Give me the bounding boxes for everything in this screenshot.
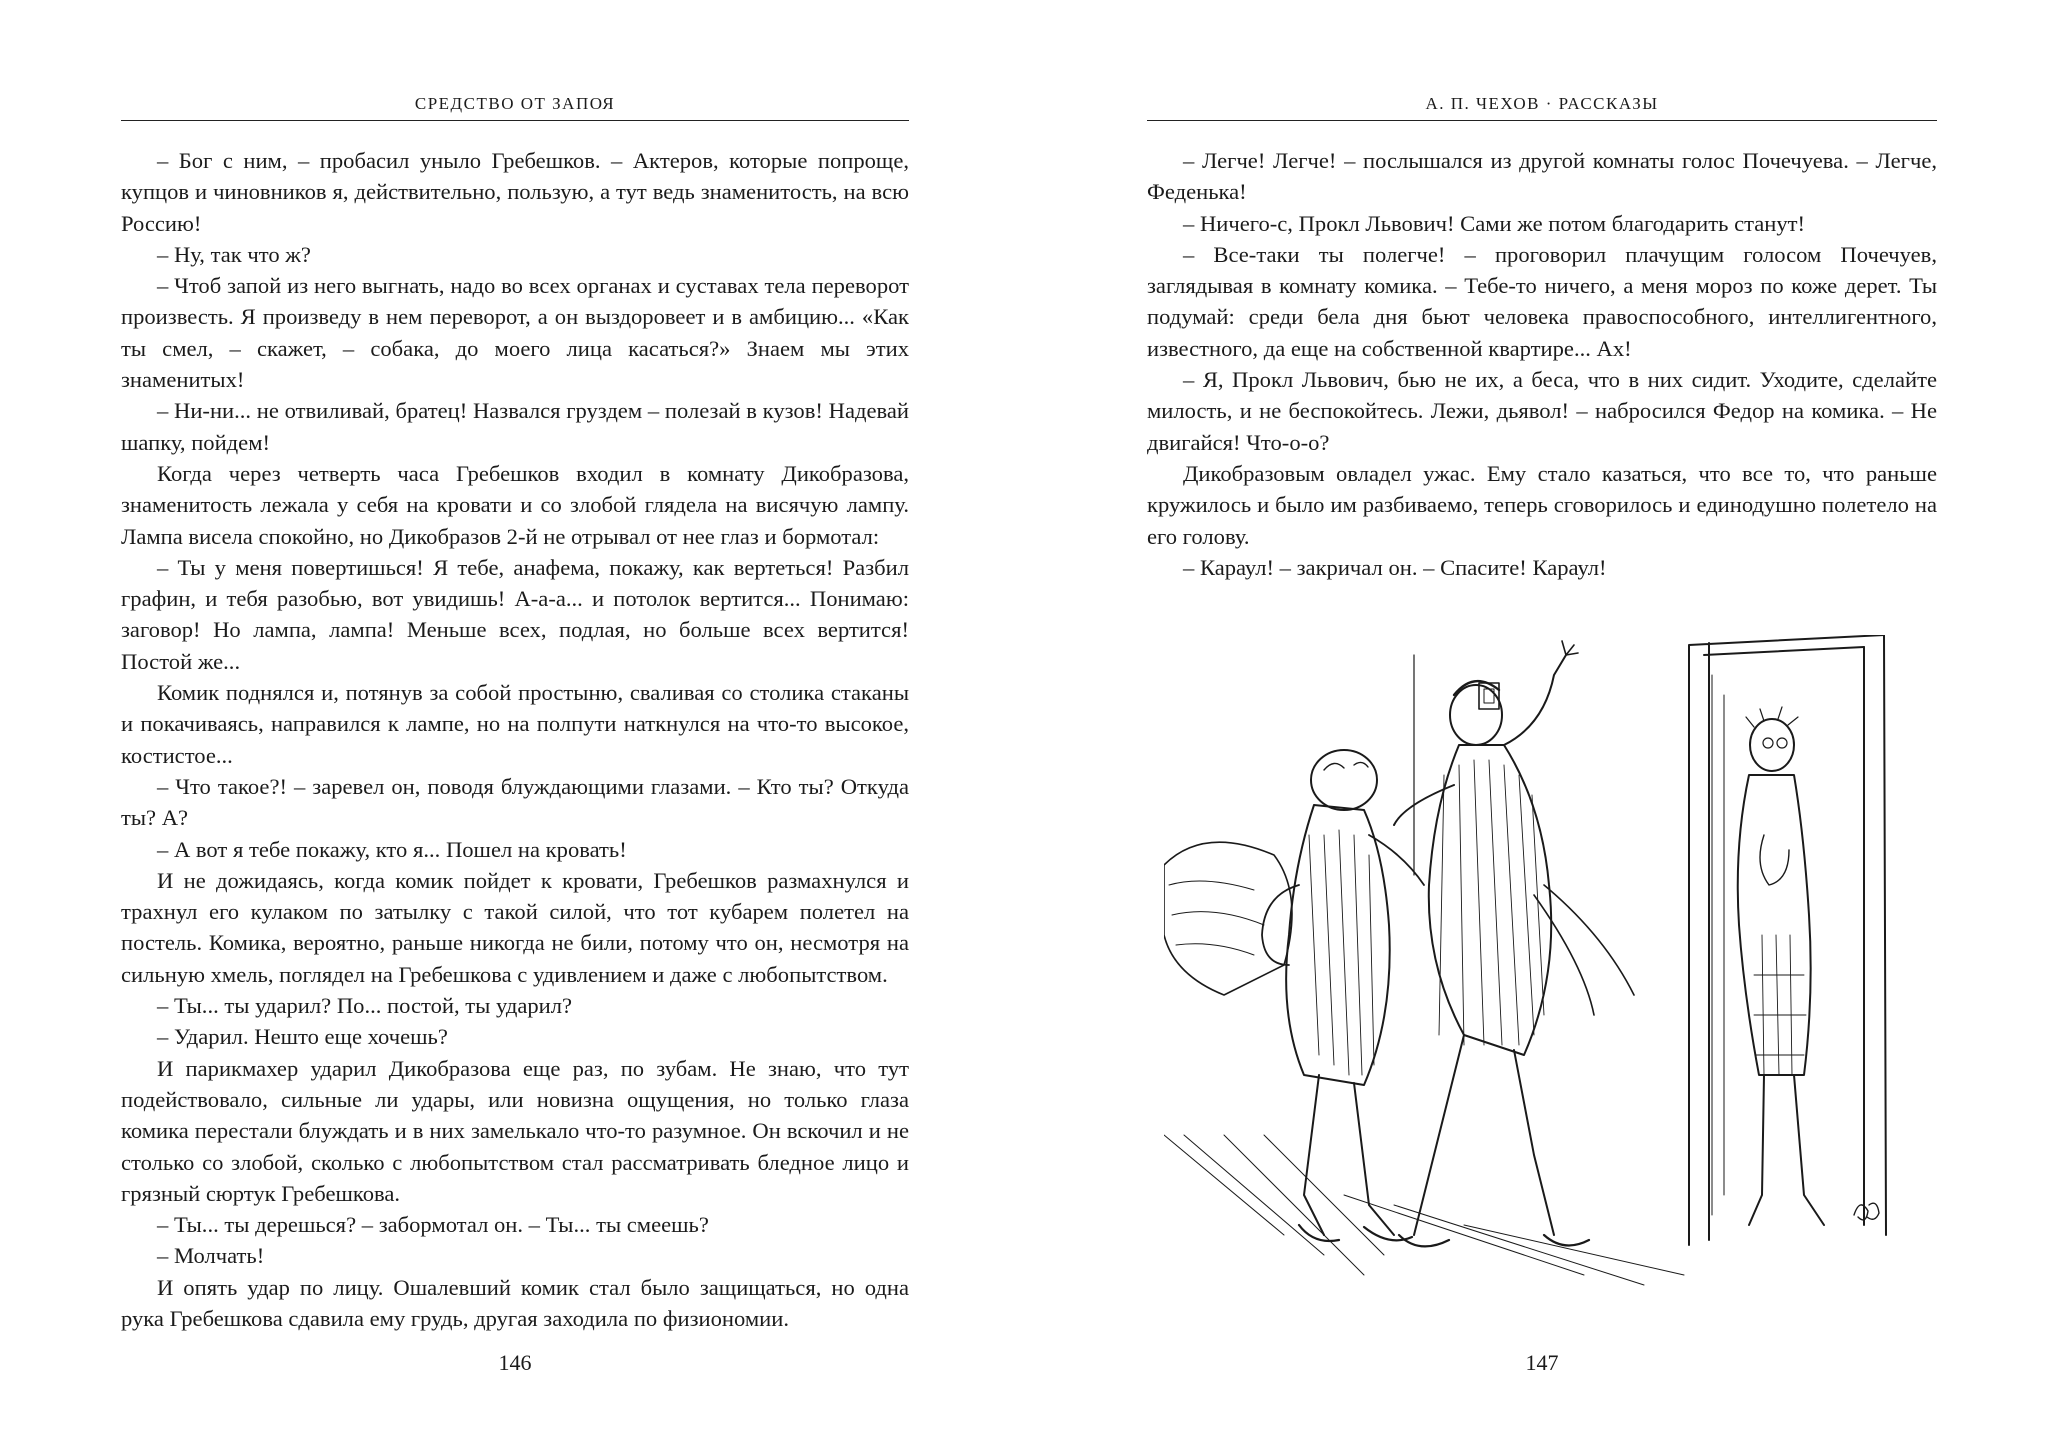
paragraph: И не дожидаясь, когда комик пойдет к кровати, Гребешков размахнулся и трахнул его кулаком по затылку с такой силой, что тот кубарем полетел на постель. Комика, вероятно, раньше никогда не били, потому что он, несмотря на сильную хмель, поглядел на Гребешкова с удивлением и даже с любопытством. (121, 867, 909, 987)
right-page (1024, 0, 2048, 1446)
running-head-left: СРЕДСТВО ОТ ЗАПОЯ (414, 94, 616, 113)
text-block-right (1147, 145, 1937, 583)
page-number-left: 146 (498, 1350, 532, 1375)
paragraph: И парикмахер ударил Дикобразова еще раз, по зубам. Не знаю, что тут подействовало, сильные ли удары, или новизна ощущения, но только глаза комика перестали блуждать и в них замелькало что-то разумное. Он вскочил и не столько со злобой, сколько с любопытством стал рассматривать бледное лицо и грязный сюртук Гребешкова. (121, 1055, 909, 1206)
illustration-icon (1164, 635, 1924, 1305)
paragraph: – Ударил. Нешто еще хочешь? (157, 1024, 448, 1050)
header-rule-right (1147, 120, 1937, 121)
paragraph: – Ничего-с, Прокл Львович! Сами же потом благодарить станут! (1183, 210, 1806, 236)
paragraph: – Я, Прокл Львович, бью не их, а беса, что в них сидит. Уходите, сделайте милость, и не беспокойтесь. Лежи, дьявол! – набросился Федор на комика. – Не двигайся! Что-о-о? (1147, 367, 1937, 455)
paragraph: – Бог с ним, – пробасил уныло Гребешков. – Актеров, которые попроще, купцов и чиновников я, действительно, пользую, а тут ведь знаменитость, на всю Россию! (121, 148, 909, 236)
paragraph: И опять удар по лицу. Ошалевший комик стал было защищаться, но одна рука Гребешкова сдавила ему грудь, другая заходила по физиономии. (121, 1274, 909, 1331)
paragraph: – Караул! – закричал он. – Спасите! Караул! (1183, 554, 1607, 580)
ink-drawing-illustration (1164, 635, 1924, 1305)
paragraph: – Ни-ни... не отвиливай, братец! Назвался груздем – полезай в кузов! Надевай шапку, пойдем! (121, 398, 909, 455)
paragraph: Когда через четверть часа Гребешков входил в комнату Дикобразова, знаменитость лежала у себя на кровати и со злобой глядела на висячую лампу. Лампа висела спокойно, но Дикобразов 2-й не отрывал от нее глаз и бормотал: (121, 460, 909, 549)
paragraph: – Ты у меня повертишься! Я тебе, анафема, покажу, как вертеться! Разбил графин, и тебя разобью, вот увидишь! А-а-а... и потолок вертится... Понимаю: заговор! Но лампа, лампа! Меньше всех, подлая, но больше всех вертится! Постой же... (121, 554, 909, 674)
paragraph: – Ну, так что ж? (157, 241, 311, 267)
paragraph: – А вот я тебе покажу, кто я... Пошел на кровать! (157, 836, 627, 862)
paragraph: – Ты... ты дерешься? – забормотал он. – Ты... ты смеешь? (157, 1212, 709, 1238)
paragraph: – Легче! Легче! – послышался из другой комнаты голос Почечуева. – Легче, Феденька! (1147, 148, 1937, 205)
page-number-right: 147 (1525, 1350, 1559, 1375)
paragraph: – Все-таки ты полегче! – проговорил плачущим голосом Почечуев, заглядывая в комнату комика. – Тебе-то ничего, а меня мороз по коже дерет. Ты подумай: среди бела дня бьют человека правоспособного, интеллигентного, известного, да еще на собственной квартире... Ах! (1147, 241, 1937, 361)
paragraph: Дикобразовым овладел ужас. Ему стало казаться, что все то, что раньше кружилось и было им разбиваемо, теперь сговорилось и единодушно полетело на его голову. (1147, 460, 1937, 549)
paragraph: – Что такое?! – заревел он, поводя блуждающими глазами. – Кто ты? Откуда ты? А? (121, 773, 909, 831)
text-block-left (121, 145, 909, 1334)
paragraph: – Молчать! (157, 1243, 265, 1269)
paragraph: – Чтоб запой из него выгнать, надо во всех органах и суставах тела переворот произвесть. Я произведу в нем переворот, а он выздоровеет и в амбицию... «Как ты смел, – скажет, – собака, до моего лица касаться?» Знаем мы этих знаменитых! (121, 273, 909, 393)
paragraph: – Ты... ты ударил? По... постой, ты ударил? (157, 993, 573, 1019)
paragraph: Комик поднялся и, потянув за собой простыню, сваливая со столика стаканы и покачиваясь, направился к лампе, но на полпути наткнулся на что-то высокое, костистое... (121, 680, 909, 768)
header-rule-left (121, 120, 909, 121)
running-head-right: А. П. ЧЕХОВ · РАССКАЗЫ (1425, 94, 1659, 113)
